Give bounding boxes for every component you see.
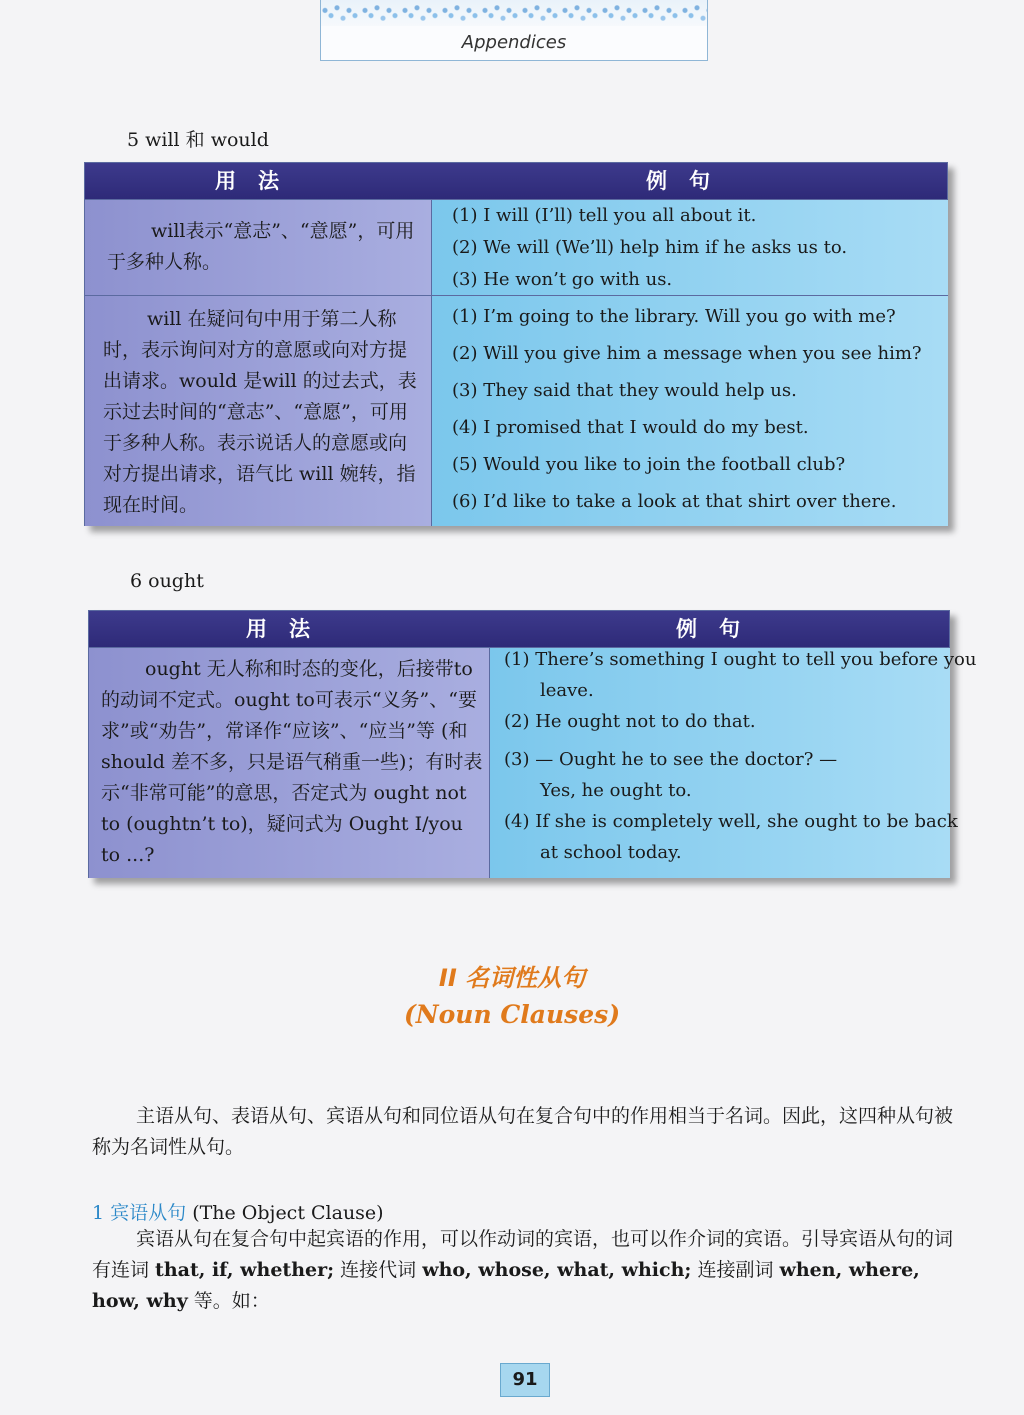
object-clause-paragraph — [92, 1224, 960, 1317]
example-line: (1) I will (I’ll) tell you all about it. — [452, 205, 757, 226]
header-usage: 用法 — [246, 617, 332, 641]
usage-text-1: will表示“意志”、“意愿”，可用于多种人称。 — [107, 220, 415, 273]
example-line: (2) Will you give him a message when you see him? — [452, 343, 922, 364]
example-line: (4) If she is completely well, she ought to be back at school today. — [504, 811, 958, 863]
example-line: (3) — Ought he to see the doctor? — Yes, he ought to. — [504, 749, 838, 801]
will-would-table — [84, 162, 948, 526]
example-line: (3) He won’t go with us. — [452, 269, 673, 290]
table-header — [85, 163, 947, 199]
example-line: (2) We will (We’ll) help him if he asks us to. — [452, 237, 848, 258]
intro-paragraph: 主语从句、表语从句、宾语从句和同位语从句在复合句中的作用相当于名词。因此，这四种从句被称为名词性从句。 — [92, 1105, 954, 1158]
section-6-label: 6 ought — [130, 570, 204, 592]
example-line: (6) I’d like to take a look at that shirt over there. — [452, 491, 897, 512]
header-decoration — [321, 0, 707, 26]
object-clause-heading — [92, 1198, 384, 1225]
header-example: 例句 — [646, 169, 732, 193]
section-5-label: 5 will 和 would — [127, 129, 269, 151]
text-bold: who, whose, what, which; — [422, 1259, 692, 1281]
usage-cell — [89, 647, 489, 878]
header-title: Appendices — [461, 32, 567, 53]
object-clause-title-en: (The Object Clause) — [192, 1202, 384, 1224]
example-line: (3) They said that they would help us. — [452, 380, 797, 401]
ought-table — [88, 610, 977, 878]
example-line: (5) Would you like to join the football club? — [452, 454, 846, 475]
usage-text-2: will 在疑问句中用于第二人称时，表示询问对方的意愿或向对方提出请求。would 是will 的过去式，表示过去时间的“意志”、“意愿”，可用于多种人称。表示说话人的意愿或向对方提出请求，语气比 will 婉转，指现在时间。 — [103, 308, 417, 516]
example-line: (2) He ought not to do that. — [504, 711, 756, 732]
text-segment: 等。如： — [187, 1290, 270, 1312]
example-cell-2 — [431, 295, 948, 526]
example-cell-1 — [431, 199, 948, 296]
table-header — [89, 611, 949, 647]
text-segment: 连接代词 — [334, 1259, 423, 1281]
header-usage: 用法 — [215, 169, 301, 193]
text-bold: when, where, how, why — [92, 1259, 920, 1312]
example-line: (4) I promised that I would do my best. — [452, 417, 809, 438]
example-line: (1) There’s something I ought to tell you before you leave. — [504, 649, 977, 701]
text-segment: 宾语从句在复合句中起宾语的作用，可以作动词的宾语，也可以作介词的宾语。引导宾语从句的词有连词 — [92, 1228, 954, 1281]
text-segment: 连接副词 — [691, 1259, 780, 1281]
chapter-title-en: (Noun Clauses) — [403, 1000, 621, 1029]
object-clause-number: 1 — [92, 1202, 105, 1224]
example-line: (1) I’m going to the library. Will you go with me? — [452, 306, 896, 327]
usage-text: ought 无人称和时态的变化，后接带to的动词不定式。ought to可表示“义务”、“要求”或“劝告”，常译作“应该”、“应当”等 (和 should 差不多，只是语气稍重一些)；有时表示“非常可能”的意思，否定式为 ought not to (oughtn’t to)，疑问式为 Ought I/you to ...? — [101, 658, 483, 866]
text-bold: that, if, whether; — [155, 1259, 335, 1281]
usage-cell-2 — [85, 295, 431, 526]
page-header — [320, 0, 708, 61]
header-example: 例句 — [676, 617, 762, 641]
page-number: 91 — [500, 1363, 550, 1397]
usage-cell-1 — [85, 199, 431, 296]
chapter-title-cn: II 名词性从句 — [438, 964, 586, 992]
example-cell — [489, 647, 977, 878]
object-clause-title-cn: 宾语从句 — [110, 1202, 187, 1224]
